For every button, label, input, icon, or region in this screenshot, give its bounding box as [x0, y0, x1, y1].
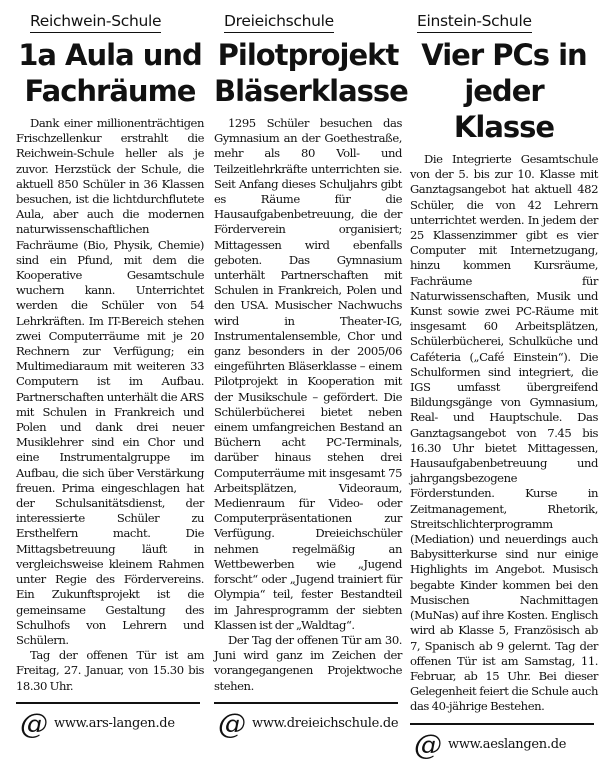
article-dreieichschule [214, 0, 408, 740]
website-line [218, 706, 402, 740]
headline-line: jeder Klasse [453, 74, 555, 144]
at-icon: @ [414, 727, 442, 761]
divider-rule [410, 723, 594, 725]
headline-line: Pilotprojekt [217, 38, 399, 72]
website-line [20, 706, 204, 740]
website-link[interactable]: www.ars-langen.de [54, 716, 175, 732]
article-paragraph: Der Tag der offenen Tür am 30. Juni wird ganz im Zeichen der vorangegangenen Projektwoche stehen. [214, 632, 402, 693]
article-body [410, 152, 598, 715]
article-reichwein-schule [16, 0, 204, 738]
website-link[interactable]: www.aeslangen.de [448, 737, 567, 753]
article-einstein-schule [410, 0, 598, 759]
article-kicker: Einstein-Schule [417, 11, 532, 33]
article-headline [214, 37, 408, 109]
website-line [414, 727, 598, 761]
headline-line: 1a Aula und [18, 38, 202, 72]
article-kicker: Dreieichschule [224, 11, 334, 33]
article-paragraph: 1295 Schüler besuchen das Gymnasium an der Goethestraße, mehr als 80 Voll- und Teilzeitlehrkräfte unterrichten sie. Seit Anfang dieses Schuljahrs gibt es Räume für die Hausaufgabenbetreuung, die der Förderverein organisiert; Mittagessen wird ebenfalls geboten. Das Gymnasium unterhält Partnerschaften mit Schulen in Frankreich, Polen und den USA. Musischer Nachwuchs wird in Theater-IG, Instrumentalensemble, Chor und ganz besonders in der 2005/06 eingeführten Bläserklasse – einem Pilotprojekt in Kooperation mit der Musikschule – gefördert. Die Schülerbücherei bietet neben einem umfangreichen Bestand an Büchern acht PC-Terminals, darüber hinaus stehen drei Computerräume mit insgesamt 75 Arbeitsplätzen, Videoraum, Medienraum für Video- oder Computerpräsentationen zur Verfügung. Dreieichschüler nehmen regelmäßig an Wettbewerben wie „Jugend forscht“ oder „Jugend trainiert für Olympia“ teil, fester Bestandteil im Jahresprogramm der siebten Klassen ist der „Waldtag“. [214, 116, 402, 632]
at-icon: @ [218, 706, 246, 740]
headline-line: Vier PCs in [421, 38, 587, 72]
article-paragraph: Tag der offenen Tür ist am Freitag, 27. Januar, von 15.30 bis 18.30 Uhr. [16, 648, 204, 693]
divider-rule [16, 702, 200, 704]
headline-line: Fachräume [24, 74, 196, 108]
article-paragraph: Dank einer millionenträchtigen Frischzellenkur erstrahlt die Reichwein-Schule heller als je zuvor. Herzstück der Schule, die aktuell 850 Schüler in 36 Klassen besuchen, ist die lichtdurchflutete Aula, aber auch die modernen naturwissenschaftlichen Fachräume (Bio, Physik, Chemie) sind ein Pfund, mit dem die Kooperative Gesamtschule wuchern kann. Unterrichtet werden die Schüler von 54 Lehrkräften. Im IT-Bereich stehen zwei Computerräume mit je 20 Rechnern zur Verfügung; ein Multimediaraum mit weiteren 33 Computern ist im Aufbau. Partnerschaften unterhält die ARS mit Schulen in Frankreich und Polen und dank drei neuer Musiklehrer sind ein Chor und eine Instrumentalgruppe im Aufbau, die sich über Verstärkung freuen. Prima eingeschlagen hat der Schulsanitätsdienst, der interessierte Schüler zu Ersthelfern macht. Die Mittagsbetreuung läuft in vergleichsweise kleinem Rahmen unter Regie des Fördervereins. Ein Zukunftsprojekt ist die gemeinsame Gestaltung des Schulhofs von Lehrern und Schülern. [16, 116, 204, 647]
article-paragraph: Die Integrierte Gesamtschule von der 5. bis zur 10. Klasse mit Ganztagsangebot hat aktuell 482 Schüler, die von 42 Lehrern unterrichtet werden. In jedem der 25 Klassenzimmer gibt es vier Computer mit Internetzugang, hinzu kommen Kursräume, Fachräume für Naturwissenschaften, Musik und Kunst sowie zwei PC-Räume mit insgesamt 60 Arbeitsplätzen, Schülerbücherei, Schulküche und Caféteria („Café Einstein“). Die Schulformen sind integriert, die IGS umfasst übergreifend Bildungsgänge von Gymnasium, Real- und Hauptschule. Das Ganztagsangebot von 7.45 bis 16.30 Uhr bietet Mittagessen, Hausaufgabenbetreuung und jahrgangsbezogene Förderstunden. Kurse in Zeitmanagement, Rhetorik, Streitschlichterprogramm (Mediation) und neuerdings auch Babysitterkurse sind nur einige Highlights im Angebot. Musisch begabte Kinder kommen bei den Musischen Nachmittagen (MuNas) auf ihre Kosten. Englisch wird ab Klasse 5, Französisch ab 7, Spanisch ab 9 gelernt. Tag der offenen Tür ist am Samstag, 11. Februar, ab 15 Uhr. Bei dieser Gelegenheit feiert die Schule auch das 40-jährige Bestehen. [410, 152, 598, 714]
website-link[interactable]: www.dreieichschule.de [252, 716, 399, 732]
article-body [214, 116, 402, 694]
article-body [16, 116, 204, 694]
at-icon: @ [20, 706, 48, 740]
headline-line: Bläserklasse [214, 74, 408, 108]
article-headline [410, 37, 598, 145]
divider-rule [214, 702, 398, 704]
article-headline [16, 37, 204, 109]
article-kicker: Reichwein-Schule [30, 11, 161, 33]
